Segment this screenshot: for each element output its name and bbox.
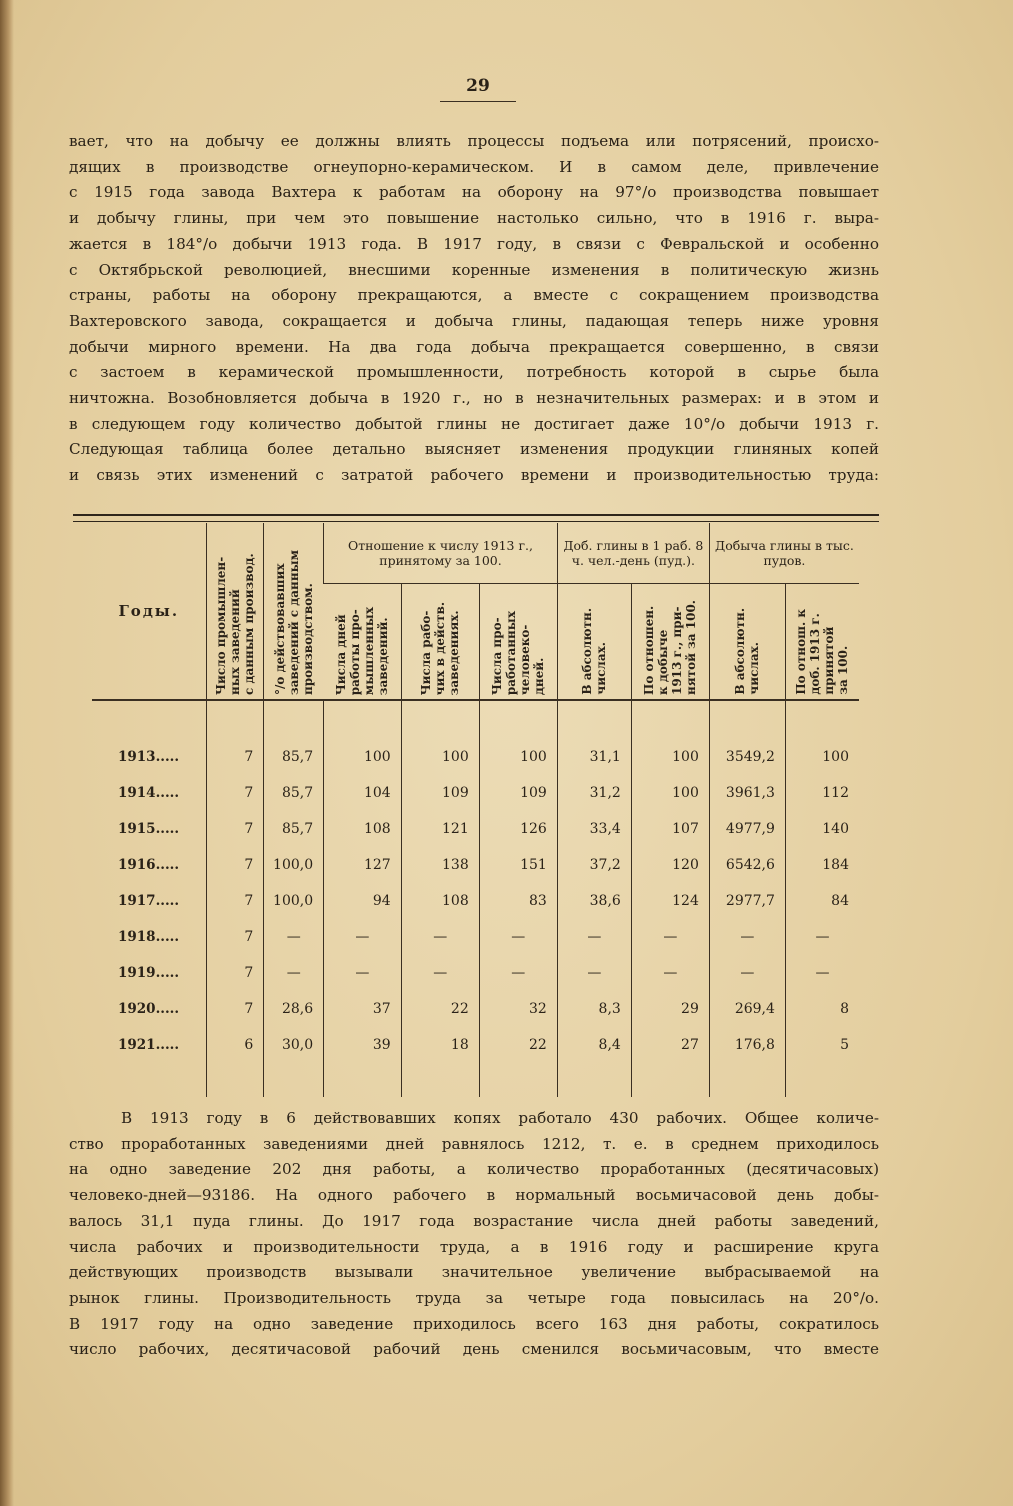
header-group-output-per-worker: Доб. глины в 1 раб. 8 ч. чел.-день (пуд.). <box>557 523 709 583</box>
header-pct-active: °/о действовавших заведений с данным производством. <box>264 523 324 700</box>
cell-rel: 27 <box>631 1027 709 1063</box>
cell-abs: 31,1 <box>557 701 631 775</box>
cell-mandays: 151 <box>479 847 557 883</box>
cell-enterprises: 7 <box>206 883 264 919</box>
cell-rel: — <box>631 955 709 991</box>
cell-year: 1919..... <box>118 965 180 981</box>
table-row <box>92 991 859 1027</box>
cell-total-abs: 4977,9 <box>709 811 785 847</box>
cell-rel: 124 <box>631 883 709 919</box>
cell-total-abs: 6542,6 <box>709 847 785 883</box>
cell-abs: 33,4 <box>557 811 631 847</box>
cell-mandays: 100 <box>479 701 557 775</box>
cell-days: 100 <box>324 701 402 775</box>
cell-year: 1921..... <box>118 1037 180 1053</box>
cell-total-rel: 84 <box>785 883 859 919</box>
cell-total-abs: 176,8 <box>709 1027 785 1063</box>
cell-enterprises: 7 <box>206 991 264 1027</box>
table-row <box>92 847 859 883</box>
cell-total-rel: 100 <box>785 701 859 775</box>
cell-abs: 8,3 <box>557 991 631 1027</box>
table-row <box>92 883 859 919</box>
cell-mandays: 22 <box>479 1027 557 1063</box>
header-workers: Числа рабо- чих в действ. заведениях. <box>401 583 479 700</box>
cell-total-rel: 184 <box>785 847 859 883</box>
table-row <box>92 811 859 847</box>
header-group-total-output: Добыча глины в тыс. пудов. <box>709 523 859 583</box>
cell-total-abs: — <box>709 919 785 955</box>
header-group-relation: Отношение к числу 1913 г., принятому за 100. <box>324 523 558 583</box>
cell-mandays: 109 <box>479 775 557 811</box>
text-line: ничтожна. Возобновляется добыча в 1920 г., но в незначительных размерах: и в этом и <box>69 389 879 408</box>
cell-total-rel: 5 <box>785 1027 859 1063</box>
cell-year: 1914..... <box>118 785 180 801</box>
cell-pct: 85,7 <box>264 701 324 775</box>
table-row <box>92 919 859 955</box>
text-line: страны, работы на оборону прекращаются, а вместе с сокращением производства <box>69 286 879 305</box>
cell-pct: 100,0 <box>264 883 324 919</box>
page-spine-shadow <box>0 0 14 1506</box>
cell-total-abs: 3549,2 <box>709 701 785 775</box>
text-line: валось 31,1 пуда глины. До 1917 года возрастание числа дней работы заведений, <box>69 1211 879 1230</box>
text-line: добычи мирного времени. На два года добыча прекращается совершенно, в связи <box>69 337 879 356</box>
cell-rel: 107 <box>631 811 709 847</box>
cell-total-abs: 2977,7 <box>709 883 785 919</box>
table-row <box>92 775 859 811</box>
cell-workers: 22 <box>401 991 479 1027</box>
text-line: в следующем году количество добытой глины не достигает даже 10°/о добычи 1913 г. <box>69 414 879 433</box>
cell-pct: 85,7 <box>264 775 324 811</box>
text-line: Следующая таблица более детально выясняет изменения продукции глиняных копей <box>69 440 879 459</box>
page-number: 29 <box>466 76 490 96</box>
text-line: и связь этих изменений с затратой рабочего времени и производительностью труда: <box>69 466 879 485</box>
cell-pct: — <box>264 919 324 955</box>
text-line: числа рабочих и производительности труда, а в 1916 году и расширение круга <box>69 1237 879 1256</box>
header-enterprises: Число промышлен- ных заведений с данным производ. <box>206 523 264 700</box>
cell-mandays: 83 <box>479 883 557 919</box>
cell-workers: 100 <box>401 701 479 775</box>
cell-workers: — <box>401 955 479 991</box>
cell-enterprises: 7 <box>206 919 264 955</box>
cell-enterprises: 7 <box>206 775 264 811</box>
table-row <box>92 1027 859 1063</box>
cell-total-abs: — <box>709 955 785 991</box>
cell-days: 37 <box>324 991 402 1027</box>
cell-workers: — <box>401 919 479 955</box>
header-days: Числа дней работы про- мышленных заведений. <box>334 606 391 695</box>
cell-days: 94 <box>324 883 402 919</box>
cell-days: 108 <box>324 811 402 847</box>
cell-enterprises: 7 <box>206 811 264 847</box>
cell-workers: 18 <box>401 1027 479 1063</box>
cell-abs: 31,2 <box>557 775 631 811</box>
cell-year: 1916..... <box>118 857 180 873</box>
header-years: Годы. <box>118 602 180 620</box>
cell-pct: 30,0 <box>264 1027 324 1063</box>
top-paragraph <box>69 129 879 489</box>
text-line: с Октябрьской революцией, внесшими коренные изменения в политическую жизнь <box>69 260 879 279</box>
cell-days: — <box>324 919 402 955</box>
cell-workers: 109 <box>401 775 479 811</box>
clay-production-table <box>92 523 859 1097</box>
text-line: рынок глины. Производительность труда за четыре года повысилась на 20°/о. <box>69 1288 879 1307</box>
cell-total-rel: 140 <box>785 811 859 847</box>
cell-enterprises: 7 <box>206 701 264 775</box>
header-total-rel: По отнош. к доб. 1913 г. принятой за 100. <box>785 583 859 700</box>
cell-rel: 120 <box>631 847 709 883</box>
cell-mandays: — <box>479 919 557 955</box>
bottom-paragraph <box>69 1106 879 1363</box>
text-line: человеко-дней—93186. На одного рабочего в нормальный восьмичасовой день добы- <box>69 1186 879 1205</box>
cell-year: 1918..... <box>118 929 180 945</box>
text-line: число рабочих, десятичасовой рабочий день сменился восьмичасовым, что вместе <box>69 1340 879 1359</box>
cell-rel: 29 <box>631 991 709 1027</box>
cell-total-rel: — <box>785 919 859 955</box>
cell-total-abs: 269,4 <box>709 991 785 1027</box>
cell-pct: 28,6 <box>264 991 324 1027</box>
cell-year: 1917..... <box>118 893 180 909</box>
cell-abs: — <box>557 955 631 991</box>
cell-enterprises: 7 <box>206 955 264 991</box>
cell-abs: 38,6 <box>557 883 631 919</box>
table-top-rule <box>73 514 879 522</box>
text-line: вает, что на добычу ее должны влиять процессы подъема или потрясений, происхо- <box>69 132 879 150</box>
cell-year: 1913..... <box>118 749 180 765</box>
text-line: ство проработанных заведениями дней равнялось 1212, т. е. в среднем приходилось <box>69 1134 879 1153</box>
cell-pct: 100,0 <box>264 847 324 883</box>
cell-total-rel: 112 <box>785 775 859 811</box>
cell-enterprises: 7 <box>206 847 264 883</box>
header-abs: В абсолютн. числах. <box>557 583 631 700</box>
cell-mandays: 32 <box>479 991 557 1027</box>
cell-year: 1920..... <box>118 1001 180 1017</box>
cell-workers: 108 <box>401 883 479 919</box>
text-line: В 1917 году на одно заведение приходилось всего 163 дня работы, сократилось <box>69 1314 879 1333</box>
table-row <box>92 955 859 991</box>
table-row <box>92 701 859 775</box>
text-line: и добычу глины, при чем это повышение настолько сильно, что в 1916 г. выра- <box>69 209 879 228</box>
text-line: дящих в производстве огнеупорно-керамическом. И в самом деле, привлечение <box>69 157 879 176</box>
cell-year: 1915..... <box>118 821 180 837</box>
header-rel: По отношен. к добыче 1913 г., при- нятой за 100. <box>631 583 709 700</box>
text-line: с застоем в керамической промышленности, потребность которой в сырье была <box>69 363 879 382</box>
cell-mandays: 126 <box>479 811 557 847</box>
cell-days: 39 <box>324 1027 402 1063</box>
cell-total-rel: 8 <box>785 991 859 1027</box>
page-number-rule <box>440 101 516 102</box>
text-line: с 1915 года завода Вахтера к работам на оборону на 97°/о производства повышает <box>69 183 879 202</box>
cell-total-abs: 3961,3 <box>709 775 785 811</box>
cell-days: 104 <box>324 775 402 811</box>
cell-abs: 37,2 <box>557 847 631 883</box>
cell-rel: 100 <box>631 775 709 811</box>
text-line: на одно заведение 202 дня работы, а количество проработанных (десятичасовых) <box>69 1160 879 1179</box>
cell-abs: — <box>557 919 631 955</box>
cell-total-rel: — <box>785 955 859 991</box>
text-line: Вахтеровского завода, сокращается и добыча глины, падающая теперь ниже уровня <box>69 311 879 330</box>
header-total-abs: В абсолютн. числах. <box>709 583 785 700</box>
cell-mandays: — <box>479 955 557 991</box>
cell-rel: 100 <box>631 701 709 775</box>
cell-pct: 85,7 <box>264 811 324 847</box>
cell-pct: — <box>264 955 324 991</box>
text-line: В 1913 году в 6 действовавших копях работало 430 рабочих. Общее количе- <box>121 1109 879 1127</box>
cell-days: — <box>324 955 402 991</box>
cell-workers: 138 <box>401 847 479 883</box>
cell-enterprises: 6 <box>206 1027 264 1063</box>
cell-workers: 121 <box>401 811 479 847</box>
text-line: действующих производств вызывали значительное увеличение выбрасываемой на <box>69 1263 879 1282</box>
cell-days: 127 <box>324 847 402 883</box>
text-line: жается в 184°/о добычи 1913 года. В 1917 году, в связи с Февральской и особенно <box>69 234 879 253</box>
cell-abs: 8,4 <box>557 1027 631 1063</box>
cell-rel: — <box>631 919 709 955</box>
header-mandays: Числа про- работанных человеко- дней. <box>479 583 557 700</box>
